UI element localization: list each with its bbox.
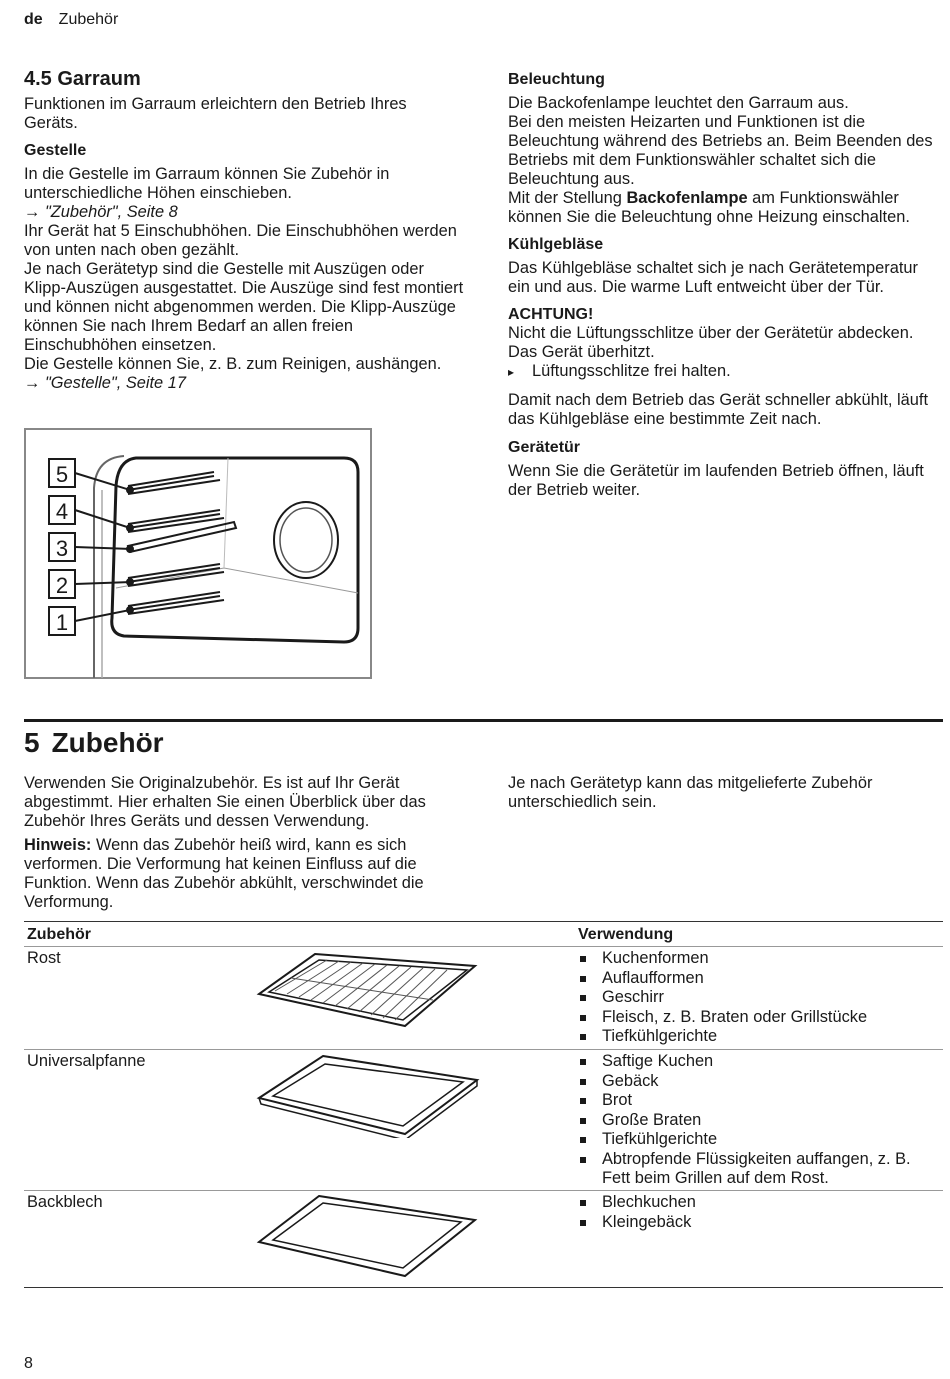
level-label-2: 2 <box>55 573 69 598</box>
beleuchtung-p3-bold: Backofenlampe <box>626 189 748 207</box>
list-item: Gebäck <box>578 1072 943 1092</box>
table-header-zubehoer: Zubehör <box>27 926 91 943</box>
warning-step: ▸ Lüftungsschlitze frei halten. <box>508 362 943 382</box>
list-item: Saftige Kuchen <box>578 1052 943 1072</box>
note-label: Hinweis: <box>24 836 92 854</box>
list-item: Tiefkühlgerichte <box>578 1027 943 1047</box>
gestelle-p1: In die Gestelle im Garraum können Sie Zubehör in unterschiedliche Höhen einschieben. <box>24 165 390 202</box>
gestelle-p4: Die Gestelle können Sie, z. B. zum Reinigen, aushängen. <box>24 355 442 373</box>
garraum-right-column <box>508 70 943 500</box>
zubehoer-p1: Verwenden Sie Originalzubehör. Es ist auf Ihr Gerät abgestimmt. Hier erhalten Sie einen Überblick über das Zubehör Ihres Geräts und dessen Verwendung. <box>24 774 426 830</box>
chapter-title-text: Zubehör <box>51 727 164 758</box>
gestelle-ref-zubehoer[interactable]: → "Zubehör", Seite 8 <box>24 203 178 221</box>
chapter-title <box>24 726 164 760</box>
heading-geraetetuer: Gerätetür <box>508 439 581 456</box>
language-code: de <box>24 11 43 28</box>
gestelle-p3: Je nach Gerätetyp sind die Gestelle mit Auszügen oder Klipp-Auszügen ausgestattet. Die Auszüge sind fest montiert und können nicht abgenommen werden. Die Klipp-Auszüge können Sie nach Ihrem Bedarf an allen freien Einschubhöhen einsetzen. <box>24 260 464 354</box>
beleuchtung-p3-pre: Mit der Stellung <box>508 189 627 207</box>
zubehoer-intro <box>24 774 464 912</box>
table-row-rost-name: Rost <box>27 949 61 967</box>
level-label-5: 5 <box>55 462 69 487</box>
level-label-4: 4 <box>55 499 69 524</box>
kuehlgeblaese-p1: Das Kühlgebläse schaltet sich je nach Gerätetemperatur ein und aus. Die warme Luft entweicht über der Tür. <box>508 259 918 296</box>
warning-text: Nicht die Lüftungsschlitze über der Gerätetür abdecken. Das Gerät überhitzt. <box>508 324 914 361</box>
list-item: Auflaufformen <box>578 969 943 989</box>
gestelle-ref-gestelle[interactable]: → "Gestelle", Seite 17 <box>24 374 186 392</box>
list-item: Brot <box>578 1091 943 1111</box>
table-row-backblech-name: Backblech <box>27 1193 103 1211</box>
list-item: Abtropfende Flüssigkeiten auffangen, z. B. Fett beim Grillen auf dem Rost. <box>578 1150 943 1189</box>
warning-title: ACHTUNG! <box>508 306 594 323</box>
beleuchtung-p1: Die Backofenlampe leuchtet den Garraum aus. <box>508 94 849 112</box>
heading-kuehlgeblaese: Kühlgebläse <box>508 236 604 253</box>
zubehoer-p-right: Je nach Gerätetyp kann das mitgelieferte Zubehör unterschiedlich sein. <box>508 774 873 811</box>
level-label-1: 1 <box>55 610 69 635</box>
list-item: Große Braten <box>578 1111 943 1131</box>
chapter-number: 5 <box>24 727 40 758</box>
table-row-divider <box>24 1190 943 1191</box>
beleuchtung-p3 <box>508 189 943 227</box>
heading-beleuchtung: Beleuchtung <box>508 71 605 88</box>
chapter-divider <box>24 719 943 722</box>
kuehlgeblaese-p2: Damit nach dem Betrieb das Gerät schneller abkühlt, läuft das Kühlgebläse eine bestimmte Zeit nach. <box>508 391 928 428</box>
backblech-uses-list <box>578 1193 943 1232</box>
universalpfanne-image <box>255 1054 480 1138</box>
rost-uses-list <box>578 949 943 1047</box>
list-item: Kuchenformen <box>578 949 943 969</box>
zubehoer-right <box>508 774 943 812</box>
table-row-universalpfanne-name: Universalpfanne <box>27 1052 146 1070</box>
gestelle-p2: Ihr Gerät hat 5 Einschubhöhen. Die Einschubhöhen werden von unten nach oben gezählt. <box>24 222 457 259</box>
geraetetuer-p1: Wenn Sie die Gerätetür im laufenden Betrieb öffnen, läuft der Betrieb weiter. <box>508 462 924 499</box>
universalpfanne-uses-list <box>578 1052 943 1189</box>
table-header-verwendung: Verwendung <box>578 926 674 943</box>
garraum-section <box>24 70 464 393</box>
list-item: Fleisch, z. B. Braten oder Grillstücke <box>578 1008 943 1028</box>
oven-rack-levels-figure <box>24 428 372 679</box>
table-top-rule <box>24 921 943 922</box>
rost-image <box>255 950 480 1032</box>
table-row-divider <box>24 1049 943 1050</box>
page-header <box>24 10 118 29</box>
beleuchtung-p3-post: am Funktionswähler können Sie die Beleuchtung ohne Heizung einschalten. <box>508 189 910 226</box>
section-title-garraum: 4.5 Garraum <box>24 68 141 90</box>
list-item: Kleingebäck <box>578 1213 943 1233</box>
level-label-3: 3 <box>55 536 69 561</box>
beleuchtung-p2: Bei den meisten Heizarten und Funktionen ist die Beleuchtung während des Betriebs an. Beim Beenden des Betriebs mit dem Funktionswähler schaltet sich die Beleuchtung aus. <box>508 113 933 188</box>
note-text: Wenn das Zubehör heiß wird, kann es sich verformen. Die Verformung hat keinen Einfluss auf die Funktion. Wenn das Zubehör abkühlt, verschwindet die Verformung. <box>24 836 424 911</box>
header-section: Zubehör <box>58 11 119 28</box>
table-header-rule <box>24 946 943 947</box>
garraum-intro: Funktionen im Garraum erleichtern den Betrieb Ihres Geräts. <box>24 95 407 132</box>
heading-gestelle: Gestelle <box>24 142 87 159</box>
zubehoer-note <box>24 836 464 912</box>
list-item: Geschirr <box>578 988 943 1008</box>
list-item: Tiefkühlgerichte <box>578 1130 943 1150</box>
list-item: Blechkuchen <box>578 1193 943 1213</box>
backblech-image <box>255 1194 480 1278</box>
table-bottom-rule <box>24 1287 943 1288</box>
page-number: 8 <box>24 1355 33 1372</box>
